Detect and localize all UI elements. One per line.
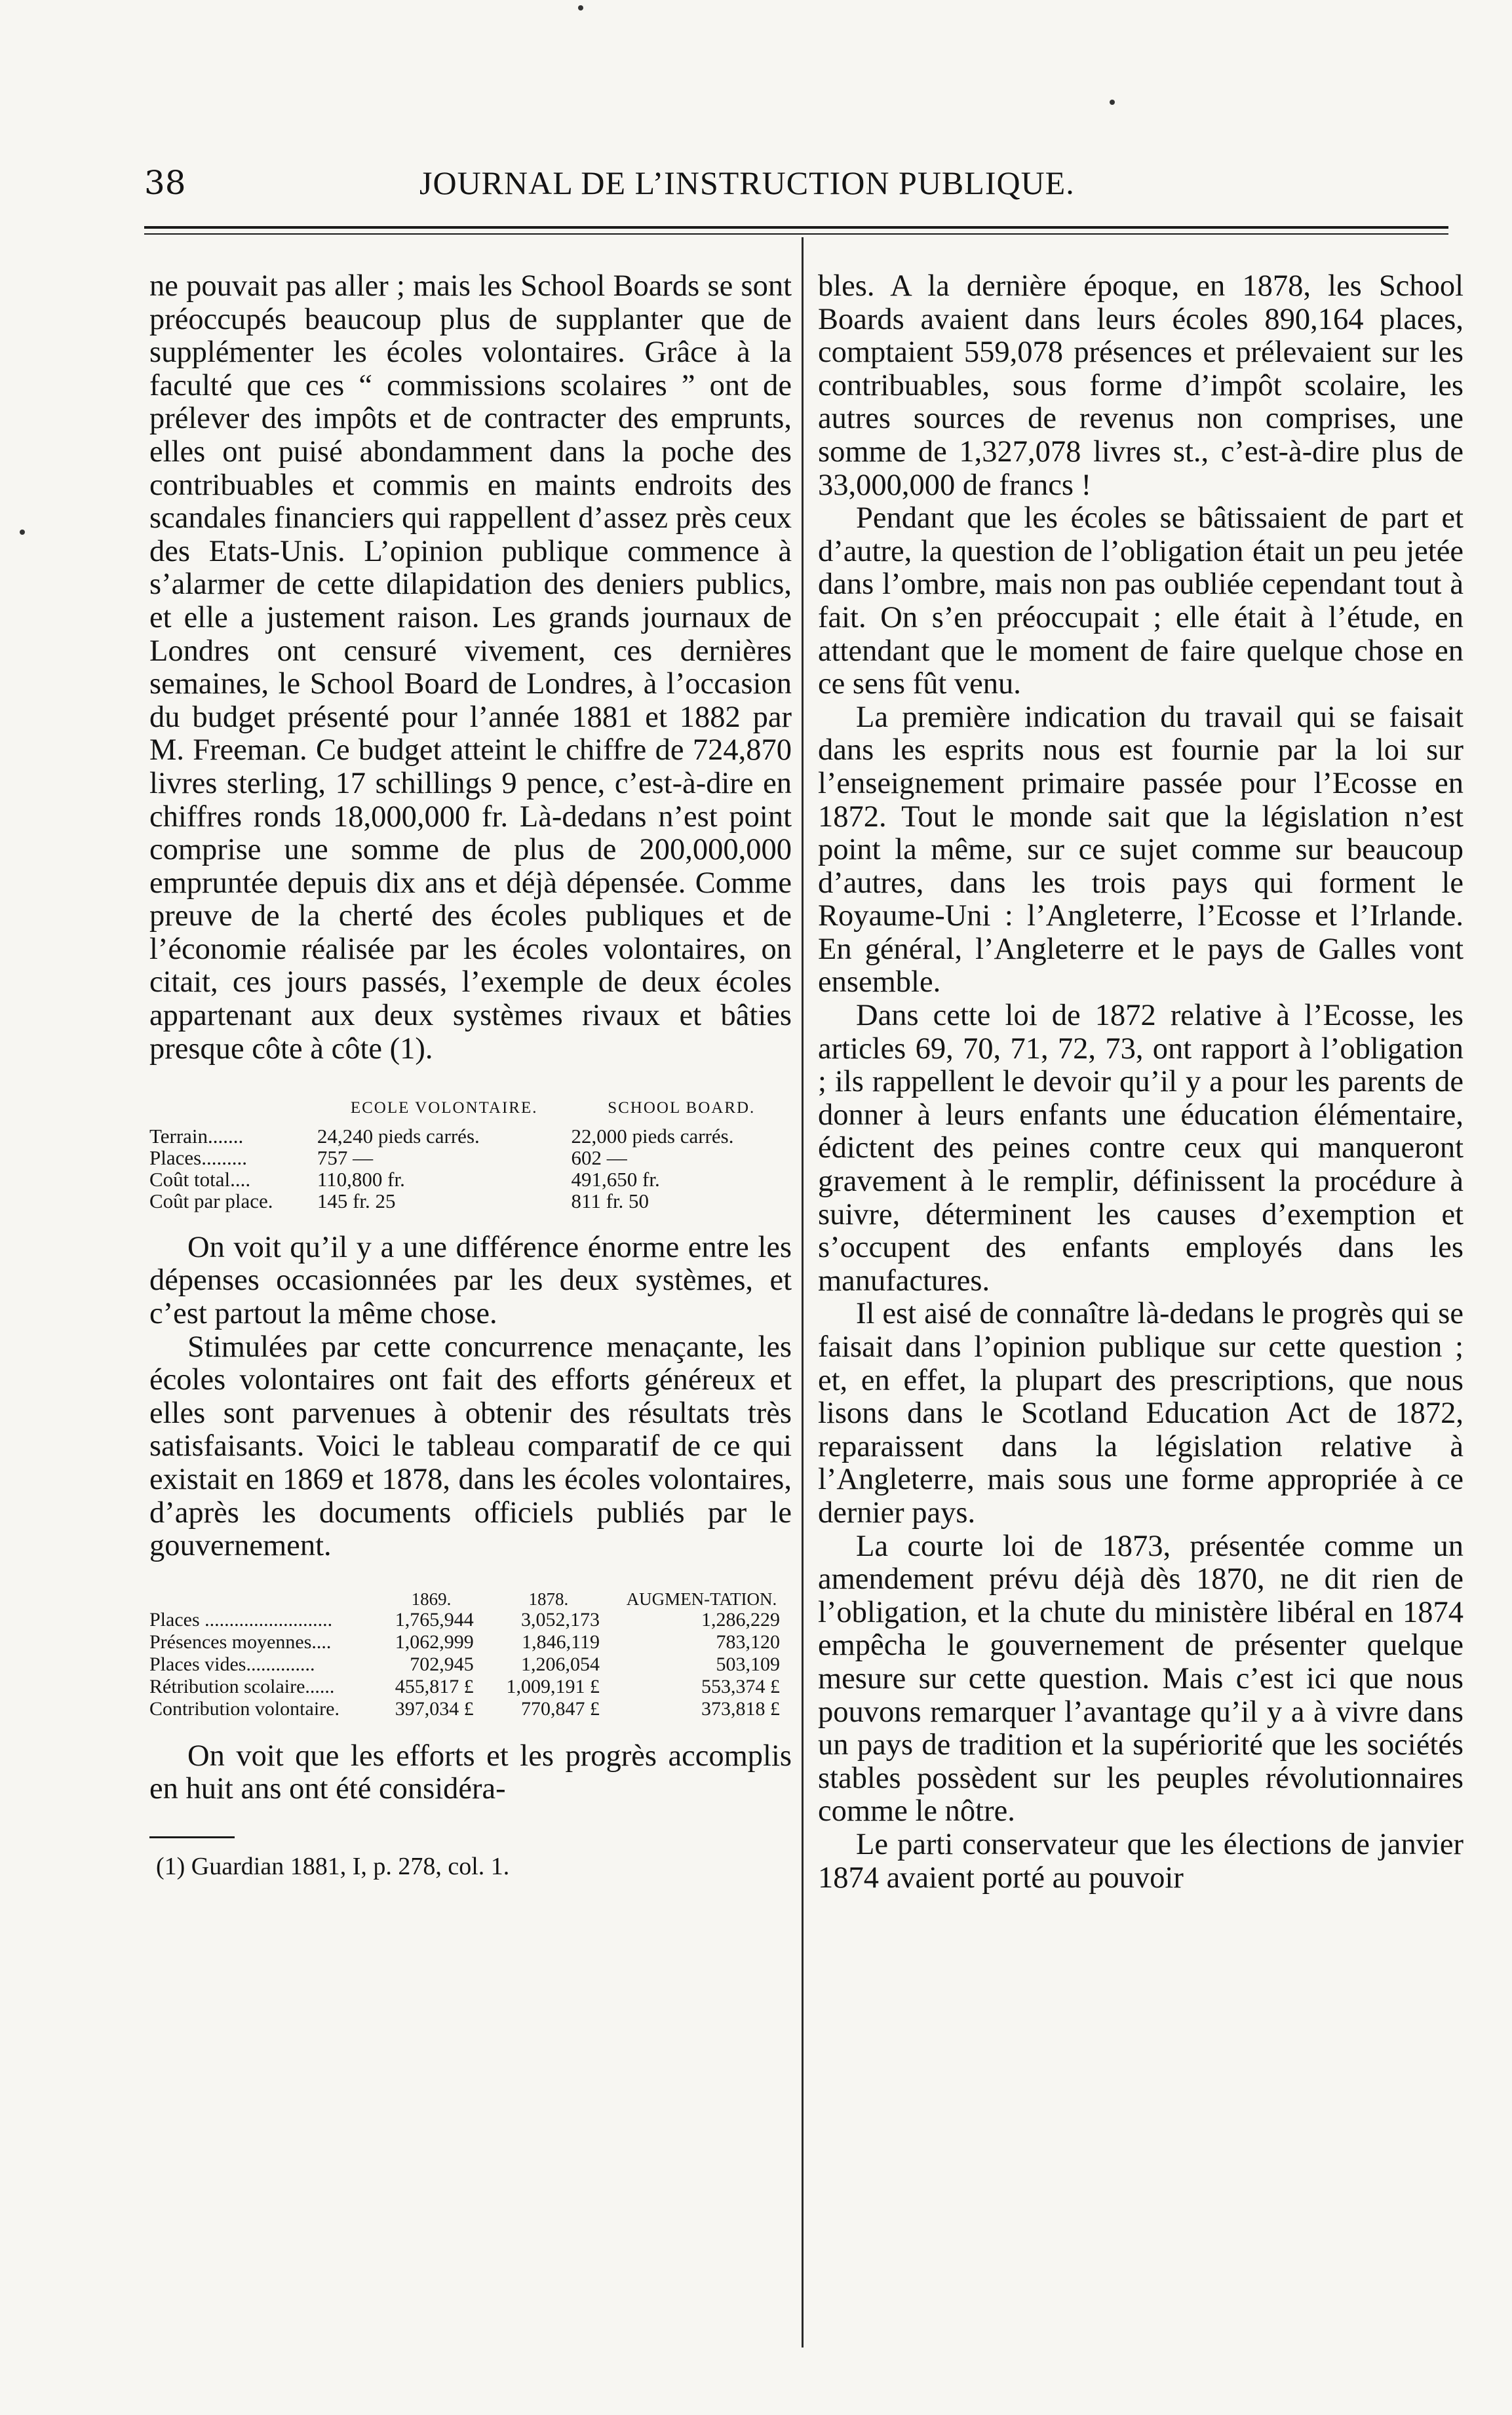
paragraph: La première indication du travail qui se faisait dans les esprits nous est fournie par la loi sur l’enseignement primaire passée pour l’Ecosse en 1872. Tout le monde sait que la législation n’est point la même, sur ce sujet comme sur beaucoup d’autres, dans les trois pays qui forment le Royaume-Uni : l’Angleterre, l’Ecosse et l’Irlande. En général, l’Angleterre et le pays de Galles vont ensemble. — [818, 700, 1464, 999]
table-row: Places......... 757 — 602 — — [149, 1146, 627, 1169]
paragraph: bles. A la dernière époque, en 1878, les School Boards avaient dans leurs écoles 890,164 places, comptaient 559,078 présences et prélevaient sur les contribuables, sous forme d’impôt scolaire, les autres sources de revenus non comprises, une somme de 1,327,078 livres st., c’est-à-dire plus de 33,000,000 de francs ! — [818, 269, 1464, 502]
table-row: Places vides.............. 702,945 1,206,054 503,109 — [149, 1653, 780, 1675]
paragraph: Stimulées par cette concurrence menaçante, les écoles volontaires ont fait des efforts généreux et elles sont parvenues à obtenir des résultats très satisfaisants. Voici le tableau comparatif de ce qui existait en 1869 et 1878, dans les écoles volontaires, d’après les documents officiels publiés par le gouvernement. — [149, 1330, 792, 1563]
table-header: 1869. — [411, 1589, 452, 1609]
table-header-blank — [149, 1589, 377, 1609]
paragraph: Il est aisé de connaître là-dedans le progrès qui se faisait dans l’opinion publique sur cette question ; et, en effet, la plupart des prescriptions, que nous lisons dans le Scotland Education Act de 1872, reparaissent dans la législation relative à l’Angleterre, mais sous une forme appropriée à ce dernier pays. — [818, 1297, 1464, 1530]
page-number: 38 — [144, 164, 186, 202]
footnote-rule — [149, 1836, 235, 1838]
ink-speck — [1110, 100, 1115, 105]
paragraph: Le parti conservateur que les élections de janvier 1874 avaient porté au pouvoir — [818, 1827, 1464, 1895]
table-header-blank — [149, 1092, 317, 1125]
paragraph: On voit que les efforts et les progrès accomplis en huit ans ont été considéra- — [149, 1739, 792, 1806]
header-rule-thin — [144, 233, 1448, 235]
paragraph: Pendant que les écoles se bâtissaient de part et d’autre, la question de l’obligation était un peu jetée dans l’ombre, mais non pas oubliée cependant tout à fait. On s’en préoccupait ; elle était à l’étude, en attendant que le moment de faire quelque chose en ce sens fût venu. — [818, 501, 1464, 701]
left-column — [149, 270, 792, 1882]
ink-speck — [20, 530, 25, 535]
ink-speck — [578, 5, 583, 10]
table-row: Contribution volontaire. 397,034 £ 770,847 £ 373,818 £ — [149, 1697, 780, 1720]
table-row: Coût total.... 110,800 fr. 491,650 fr. — [149, 1167, 660, 1191]
table-row: Présences moyennes.... 1,062,999 1,846,119 783,120 — [149, 1631, 780, 1653]
table-header: SCHOOL BOARD. — [608, 1099, 756, 1117]
statistics-table — [149, 1589, 792, 1720]
paragraph: Dans cette loi de 1872 relative à l’Ecosse, les articles 69, 70, 71, 72, 73, ont rapport à l’obligation ; ils rappellent le devoir qu’il y a pour les parents de donner à leurs enfants une éducation élémentaire, édictent des peines contre ceux qui manqueront gravement à le remplir, définissent la procédure à suivre, déterminent les causes d’exemption et s’occupent des enfants employés dans les manufactures. — [818, 999, 1464, 1298]
paragraph: La courte loi de 1873, présentée comme un amendement prévu déjà dès 1870, ne dit rien de l’obligation, et la chute du ministère libéral en 1874 empêcha le gouvernement de présenter quelque mesure sur cette question. Mais c’est ici que nous pouvons remarquer l’avantage qu’il y a à vivre dans un pays de tradition et la supériorité que les sociétés stables possèdent sur les peuples révolutionnaires comme le nôtre. — [818, 1529, 1464, 1828]
cost-comparison-table — [149, 1092, 792, 1212]
running-title: JOURNAL DE L’INSTRUCTION PUBLIQUE. — [419, 164, 1075, 201]
table-row: Places .......................... 1,765,944 3,052,173 1,286,229 — [149, 1608, 780, 1631]
table-header: 1878. — [528, 1589, 569, 1609]
table-row: Coût par place. 145 fr. 25 811 fr. 50 — [149, 1189, 649, 1212]
table-header: AUGMEN-TATION. — [626, 1589, 777, 1609]
table-row: Terrain....... 24,240 pieds carrés. 22,000 pieds carrés. — [149, 1124, 734, 1148]
paragraph: On voit qu’il y a une différence énorme entre les dépenses occasionnées par les deux systèmes, et c’est partout la même chose. — [149, 1230, 792, 1331]
right-column — [818, 270, 1464, 1895]
table-header: ECOLE VOLONTAIRE. — [350, 1099, 538, 1117]
paragraph: ne pouvait pas aller ; mais les School Boards se sont préoccupés beaucoup plus de supplanter que de supplémenter les écoles volontaires. Grâce à la faculté que ces “ commissions scolaires ” ont de prélever des impôts et de contracter des emprunts, elles ont puisé abondamment dans la poche des contribuables et commis en maints endroits des scandales financiers qui rappellent d’assez près ceux des Etats-Unis. L’opinion publique commence à s’alarmer de cette dilapidation des deniers publics, et elle a justement raison. Les grands journaux de Londres ont censuré vivement, ces dernières semaines, le School Board de Londres, à l’occasion du budget présenté pour l’année 1881 et 1882 par M. Freeman. Ce budget atteint le chiffre de 724,870 livres sterling, 17 schillings 9 pence, c’est-à-dire en chiffres ronds 18,000,000 fr. Là-dedans n’est point comprise une somme de plus de 200,000,000 empruntée depuis dix ans et déjà dépensée. Comme preuve de la cherté des écoles publiques et de l’économie réalisée par les écoles volontaires, on citait, ces jours passés, l’exemple de deux écoles appartenant aux deux systèmes rivaux et bâties presque côte à côte (1). — [149, 269, 792, 1066]
table-row: Rétribution scolaire...... 455,817 £ 1,009,191 £ 553,374 £ — [149, 1675, 780, 1697]
header-rule — [144, 226, 1448, 229]
page-header — [144, 157, 1448, 210]
column-divider — [802, 237, 804, 2347]
footnote: (1) Guardian 1881, I, p. 278, col. 1. — [156, 1852, 510, 1880]
